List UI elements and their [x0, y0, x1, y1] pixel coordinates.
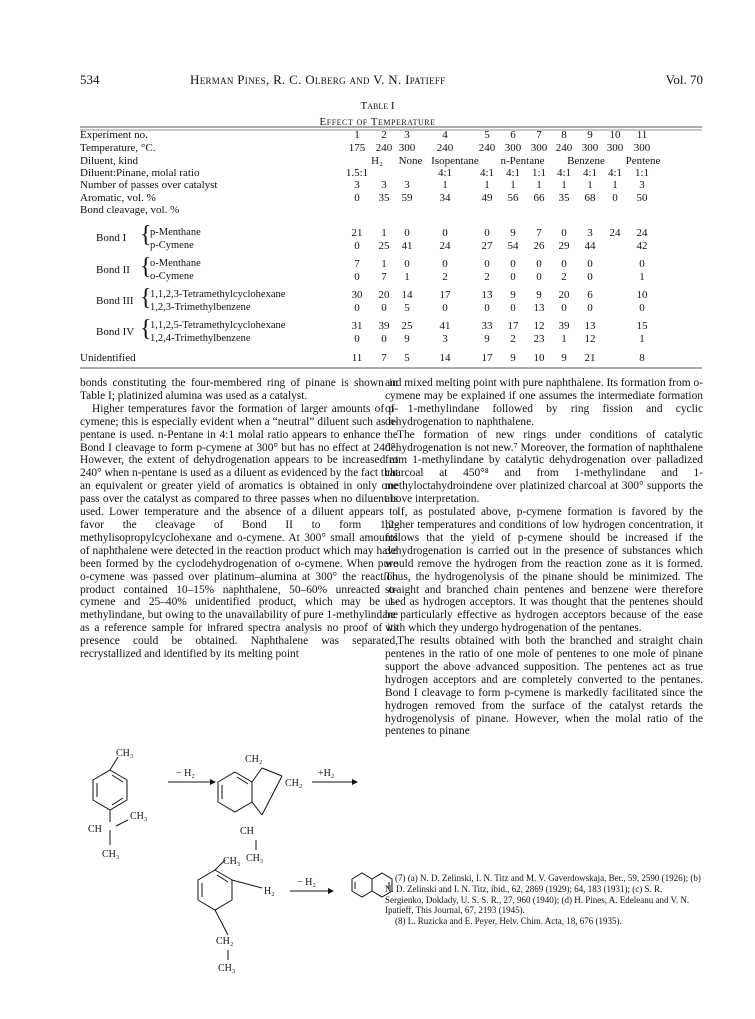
brace-glyph: { — [140, 222, 152, 248]
table-row-label: Number of passes over catalyst — [80, 179, 218, 191]
table-cell: 3 — [404, 129, 410, 141]
table-cell: 175 — [348, 142, 366, 154]
table-cell: n-Pentane — [500, 155, 545, 167]
table-cell: 2 — [561, 271, 567, 283]
table-cell: 300 — [398, 142, 416, 154]
table-row-label: o-Cymene — [150, 271, 194, 282]
table-cell: 1.5:1 — [345, 167, 369, 179]
table-cell: 9 — [536, 289, 542, 301]
paragraph: and mixed melting point with pure naphthalene. Its formation from o-cymene may be explained if one assumes the intermediate formation of 1-methylindane followed by ring fission and cyclic dehydrogenation to naphthalene. — [385, 377, 703, 428]
table-cell: 5 — [404, 352, 410, 364]
brace-glyph: { — [140, 285, 152, 311]
table-cell: 11 — [636, 129, 648, 141]
volume-label: Vol. 70 — [665, 72, 703, 87]
table-cell: 44 — [584, 240, 596, 252]
table-cell: 27 — [481, 240, 493, 252]
paragraph: bonds constituting the four-membered ring of pinane is shown in Table I; platinized alumina was used as a catalyst. — [80, 377, 398, 402]
bond-group-label: Bond III — [96, 295, 134, 307]
table-cell: 1 — [587, 179, 593, 191]
table-cell: 17 — [481, 352, 493, 364]
table-cell: 0 — [484, 258, 490, 270]
table-cell: 4:1 — [437, 167, 453, 179]
table-cell: 1 — [639, 271, 645, 283]
table-cell: 10 — [609, 129, 621, 141]
table-cell: 300 — [606, 142, 624, 154]
table-cell: H₂ — [371, 155, 383, 167]
table-cell: 9 — [510, 289, 516, 301]
table-cell: 25 — [401, 320, 413, 332]
table-row-label: Experiment no. — [80, 129, 148, 141]
table-cell: 1 — [612, 179, 618, 191]
table-cell: 9 — [561, 352, 567, 364]
table-cell: 9 — [404, 333, 410, 345]
table-cell: 3 — [404, 179, 410, 191]
table-cell: 0 — [354, 302, 360, 314]
table-cell: 300 — [530, 142, 548, 154]
table-cell: 1:1 — [531, 167, 547, 179]
table-cell: 2 — [381, 129, 387, 141]
table-cell: 10 — [636, 289, 648, 301]
table-cell: 13 — [584, 320, 596, 332]
table-cell: 42 — [636, 240, 648, 252]
table-cell: 5 — [484, 129, 490, 141]
table-cell: 0 — [442, 227, 448, 239]
table-cell: 0 — [442, 302, 448, 314]
table-cell: 54 — [507, 240, 519, 252]
table-cell: 1 — [639, 333, 645, 345]
scheme-label: − H₂ — [297, 877, 316, 888]
table-cell: 13 — [533, 302, 545, 314]
table-cell: 20 — [378, 289, 390, 301]
table-row-label: p-Menthane — [150, 227, 201, 238]
table-cell: 300 — [633, 142, 651, 154]
table-label: Table I — [360, 100, 395, 112]
table-cell: 29 — [558, 240, 570, 252]
paragraph: The formation of new rings under conditions of catalytic dehydrogenation is not new.⁷ Moreover, the formation of naphthalene from 1-methylindane by catalytic dehydrogenation over palladized charcoal at 450°⁸ and from 1-methylindane and 1-methyloctahydroindene over platinized charcoal at 300° supports the above interpretation. — [385, 428, 703, 506]
table-cell: 50 — [636, 192, 648, 204]
table-cell: 0 — [484, 227, 490, 239]
table-cell: 1 — [536, 179, 542, 191]
table-cell: 0 — [354, 333, 360, 345]
bond-group-label: Bond I — [96, 232, 127, 244]
running-title: Herman Pines, R. C. Olberg and V. N. Ipatieff — [190, 72, 446, 87]
table-cell: 9 — [510, 352, 516, 364]
table-cell: 24 — [636, 227, 648, 239]
table-cell: 12 — [584, 333, 596, 345]
table-cell: 1 — [381, 227, 387, 239]
table-cell: 3 — [587, 227, 593, 239]
table-cell: 0 — [381, 302, 387, 314]
table-cell: 34 — [439, 192, 451, 204]
table-cell: 25 — [378, 240, 390, 252]
table-cell: 6 — [587, 289, 593, 301]
table-cell: 11 — [351, 352, 363, 364]
naphthalene-structure — [352, 873, 392, 897]
table-row-label: Diluent:Pinane, molal ratio — [80, 167, 200, 179]
table-cell: None — [398, 155, 423, 167]
table-cell: 0 — [381, 333, 387, 345]
table-cell: 7 — [381, 352, 387, 364]
table-cell: 240 — [478, 142, 496, 154]
scheme-label: CH₃ — [102, 849, 120, 860]
table-cell: 4:1 — [556, 167, 572, 179]
scheme-label: H₂ — [264, 886, 275, 897]
table-cell: 3 — [639, 179, 645, 191]
table-cell: 4:1 — [479, 167, 495, 179]
table-cell: 0 — [639, 302, 645, 314]
brace-glyph: { — [140, 254, 152, 280]
footnote: (7) (a) N. D. Zelinski, I. N. Titz and M. V. Gaverdowskaja, Ber., 59, 2590 (1926); (b) N. D. Zelinski and I. N. Titz, ibid., 62, 2869 (1929); 64, 183 (1931); (c) S. R. Sergienko, Doklady, U. S. S. R., 27, 960 (1940); (d) H. Pines, A. Edeleanu and V. N. Ipatieff, This Journal, 67, 2193 (1945). — [385, 873, 701, 916]
table-cell: 0 — [354, 192, 360, 204]
table-cell: 21 — [584, 352, 596, 364]
table-cell: 0 — [587, 258, 593, 270]
table-cell: 3 — [354, 179, 360, 191]
table-cell: 1 — [381, 258, 387, 270]
table-cell: 1 — [442, 179, 448, 191]
table-cell: 300 — [581, 142, 599, 154]
table-cell: 0 — [587, 271, 593, 283]
table-cell: 4 — [442, 129, 448, 141]
table-cell: 1:1 — [634, 167, 650, 179]
table-cell: 17 — [507, 320, 519, 332]
table-cell: 5 — [404, 302, 410, 314]
table-caption: Effect of Temperature — [319, 116, 436, 128]
table-cell: Isopentane — [431, 155, 479, 167]
table-cell: 1 — [484, 179, 490, 191]
table-cell: 17 — [439, 289, 451, 301]
table-cell: 39 — [558, 320, 570, 332]
table-cell: 0 — [561, 258, 567, 270]
scheme-label: CH₂ — [216, 936, 234, 947]
table-cell: 49 — [481, 192, 493, 204]
table-cell: 0 — [404, 258, 410, 270]
scheme-label: CH₂ — [245, 754, 263, 765]
table-cell: 0 — [484, 302, 490, 314]
table-cell: 0 — [510, 271, 516, 283]
table-cell: 1 — [510, 179, 516, 191]
scheme-label: CH₃ — [223, 856, 241, 867]
bond-group-label: Bond IV — [96, 326, 135, 338]
table-cell: Benzene — [567, 155, 605, 167]
table-cell: 1 — [561, 179, 567, 191]
table-cell: 14 — [401, 289, 413, 301]
table-cell: 1 — [404, 271, 410, 283]
bond-group-label: Bond II — [96, 264, 130, 276]
table-cell: 0 — [354, 271, 360, 283]
table-cell: 30 — [351, 289, 363, 301]
table-cell: 2 — [510, 333, 516, 345]
table-cell: 26 — [533, 240, 545, 252]
paragraph: The results obtained with both the branched and straight chain pentenes in the ratio of one mole of pentenes to one mole of pinane support the above advanced supposition. The pentenes act as true hydrogen acceptors and are completely converted to the pentanes. Bond I cleavage to form p-cymene is markedly facilitated since the hydrogen removed from the surface of the catalyst retards the hydrogenolysis of pinane. However, when the molal ratio of the pentenes to pinane — [385, 635, 703, 738]
table-cell: 8 — [561, 129, 567, 141]
table-row-label: Diluent, kind — [80, 155, 139, 167]
scheme-label: CH₃ — [116, 748, 134, 759]
table-cell: 9 — [587, 129, 593, 141]
paragraph: If, as postulated above, p-cymene formation is favored by the higher temperatures and conditions of low hydrogen concentration, it follows that the yield of p-cymene should be increased if the dehydrogenation is carried out in the presence of substances which would remove the hydrogen from the reaction zone as it is formed. Thus, the hydrogenolysis of the pinane should be minimized. The straight and branched chain pentenes and benzene were therefore used as hydrogen acceptors. It was thought that the pentenes should be particularly effective as hydrogen acceptors because of the ease with which they undergo hydrogenation of the pentanes. — [385, 506, 703, 635]
arrowhead — [328, 888, 334, 894]
table-cell: Pentene — [625, 155, 661, 167]
table-cell: 0 — [510, 302, 516, 314]
table-cell: 41 — [439, 320, 451, 332]
scheme-label: CH₃ — [246, 853, 264, 864]
table-cell: 59 — [401, 192, 413, 204]
table-cell: 14 — [439, 352, 451, 364]
arrowhead — [352, 779, 358, 785]
table-cell: 9 — [484, 333, 490, 345]
scheme-label: CH₂ — [285, 778, 303, 789]
table-cell: 4:1 — [582, 167, 598, 179]
table-cell: 13 — [481, 289, 493, 301]
table-cell: 0 — [354, 240, 360, 252]
table-cell: 0 — [510, 258, 516, 270]
paragraph: Higher temperatures favor the formation of larger amounts of p-cymene; this is especially evident when a “neutral” diluent such as n-pentane is used. n-Pentane in 4:1 molal ratio appears to enhance the Bond I cleavage to form p-cymene at 300° but has no effect at 240°. However, the extent of dehydrogenation appears to be increased at 240° when n-pentane is used as a diluent as evidenced by the fact that an equivalent or greater yield of aromatics is obtained in only one pass over the catalyst as compared to three passes when no diluent is used. Lower temperature and the absence of a diluent appears to favor the cleavage of Bond II to form 1,2-methylisopropylcyclohexane and o-cymene. At 300° small amounts of naphthalene were detected in the reaction product which may have been formed by the cyclodehydrogenation of o-cymene. When pure o-cymene was passed over platinum–alumina at 300° the reaction product contained 10–15% naphthalene, 50–60% unreacted o-cymene and 25–40% unidentified product, which may be 1-methylindane, but owing to the unavailability of pure 1-methylindane as a reference sample for infrared spectra analysis no proof of its presence could be obtained. Naphthalene was separated, recrystallized and identified by its melting point — [80, 402, 399, 661]
scheme-label: CH₃ — [130, 811, 148, 822]
table-cell: 1 — [354, 129, 360, 141]
table-cell: 240 — [375, 142, 393, 154]
table-cell: 21 — [351, 227, 363, 239]
table-cell: 24 — [439, 240, 451, 252]
table-cell: 7 — [536, 227, 542, 239]
table-cell: 20 — [558, 289, 570, 301]
scheme-label: +H₂ — [318, 768, 335, 779]
table-row-label: Unidentified — [80, 352, 136, 364]
table-cell: 0 — [404, 227, 410, 239]
table-cell: 41 — [401, 240, 413, 252]
table-cell: 0 — [561, 227, 567, 239]
table-cell: 10 — [533, 352, 545, 364]
table-cell: 2 — [442, 271, 448, 283]
table-row-label: Aromatic, vol. % — [80, 192, 156, 204]
table-cell: 8 — [639, 352, 645, 364]
table-cell: 23 — [533, 333, 545, 345]
table-cell: 3 — [381, 179, 387, 191]
brace-glyph: { — [140, 316, 152, 342]
table-row-label: o-Menthane — [150, 258, 201, 269]
footnote: (8) L. Ruzicka and E. Peyer, Helv. Chim. Acta, 18, 676 (1935). — [395, 916, 622, 927]
table-cell: 7 — [381, 271, 387, 283]
table-cell: 240 — [436, 142, 454, 154]
table-row-label: p-Cymene — [150, 240, 194, 251]
table-cell: 35 — [378, 192, 390, 204]
table-cell: 0 — [587, 302, 593, 314]
table-cell: 4:1 — [505, 167, 521, 179]
table-cell: 0 — [536, 258, 542, 270]
arrowhead — [210, 779, 216, 785]
table-cell: 0 — [442, 258, 448, 270]
table-cell: 0 — [536, 271, 542, 283]
table-cell: 9 — [510, 227, 516, 239]
scheme-label: CH₃ — [218, 963, 236, 974]
table-cell: 66 — [533, 192, 545, 204]
table-cell: 33 — [481, 320, 493, 332]
table-cell: 12 — [533, 320, 545, 332]
table-cell: 56 — [507, 192, 519, 204]
table-cell: 0 — [561, 302, 567, 314]
table-cell: 300 — [504, 142, 522, 154]
table-cell: 6 — [510, 129, 516, 141]
table-cell: 24 — [609, 227, 621, 239]
scheme-label: CH — [88, 824, 102, 835]
table-row-label: 1,2,4-Trimethylbenzene — [150, 333, 251, 344]
table-row-label: 1,2,3-Trimethylbenzene — [150, 302, 251, 313]
table-cell: 0 — [612, 192, 618, 204]
table-row-label: Temperature, °C. — [80, 142, 156, 154]
table-cell: 31 — [351, 320, 363, 332]
table-cell: 15 — [636, 320, 648, 332]
scheme-label: − H₂ — [176, 768, 195, 779]
table-cell: 1 — [561, 333, 567, 345]
table-cell: 2 — [484, 271, 490, 283]
table-row-label: 1,1,2,3-Tetramethylcyclohexane — [150, 289, 286, 300]
methylindane-structure — [218, 768, 282, 850]
table-cell: 3 — [442, 333, 448, 345]
table-cell: 39 — [378, 320, 390, 332]
table-cell: 240 — [555, 142, 573, 154]
table-cell: 7 — [536, 129, 542, 141]
table-cell: 68 — [584, 192, 596, 204]
table-row-label: Bond cleavage, vol. % — [80, 204, 180, 216]
scheme-label: CH — [240, 826, 254, 837]
table-cell: 4:1 — [607, 167, 623, 179]
table-cell: 0 — [639, 258, 645, 270]
table-row-label: 1,1,2,5-Tetramethylcyclohexane — [150, 320, 286, 331]
table-cell: 35 — [558, 192, 570, 204]
table-cell: 7 — [354, 258, 360, 270]
page-number: 534 — [80, 72, 100, 87]
